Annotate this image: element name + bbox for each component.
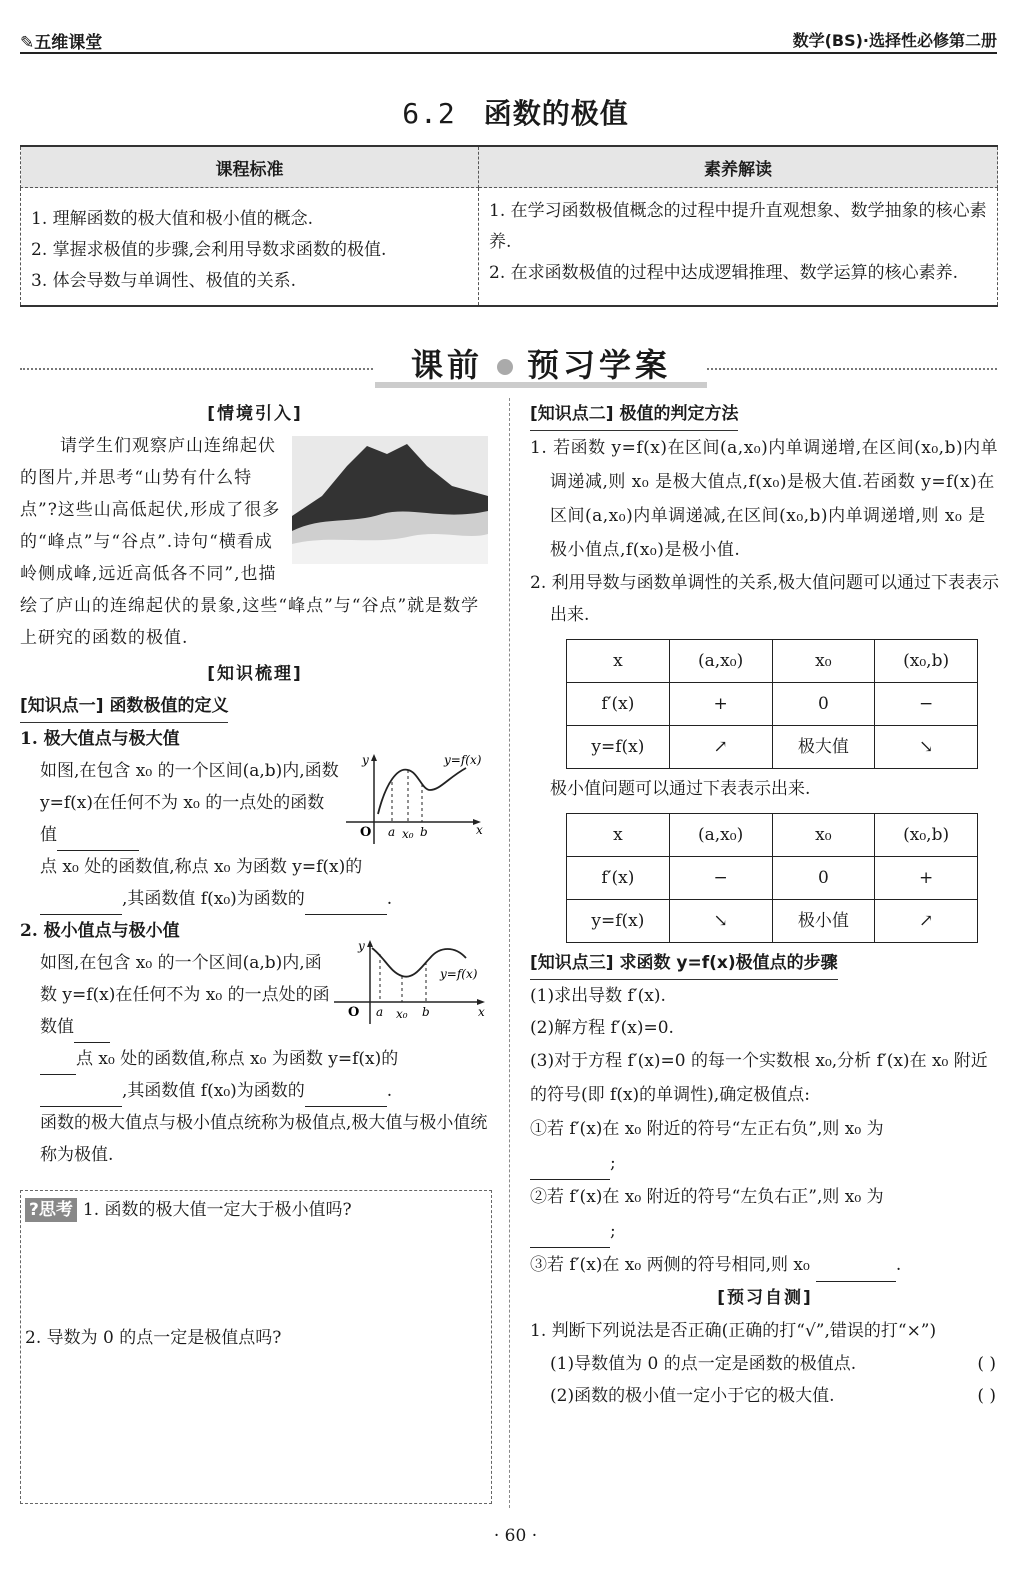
pretest-item-2-text: (2)函数的极小值一定小于它的极大值. — [550, 1386, 835, 1406]
max-sign-table — [566, 639, 978, 769]
answer-paren[interactable]: ( ) — [977, 1354, 996, 1374]
table-cell: x₀ — [772, 814, 875, 857]
standards-head-left: 课程标准 — [21, 146, 479, 188]
table-cell: f′(x) — [567, 683, 670, 726]
case-1-text: ①若 f′(x)在 x₀ 附近的符号“左正右负”,则 x₀ 为 — [530, 1119, 884, 1139]
func-label: y=f(x) — [440, 967, 478, 981]
x0-label: x₀ — [396, 1007, 408, 1021]
table-cell: (x₀,b) — [875, 814, 978, 857]
table-cell: x₀ — [772, 640, 875, 683]
axis-x-label: x — [476, 823, 483, 837]
table-cell: + — [669, 683, 772, 726]
decreasing-arrow-icon: ↘ — [669, 900, 772, 943]
a-label: a — [376, 1005, 384, 1019]
table-cell: + — [875, 857, 978, 900]
standards-table — [20, 145, 998, 307]
blank[interactable] — [816, 1281, 896, 1282]
table-cell: x — [567, 814, 670, 857]
min-sign-table — [566, 813, 978, 943]
book-subject: 数学(BS)·选择性必修第二册 — [792, 31, 997, 50]
banner-right: 预习学案 — [527, 346, 672, 384]
extremum-summary: 函数的极大值点与极小值点统称为极值点,极大值与极小值统称为极值. — [40, 1113, 488, 1165]
page-number: · 60 · — [493, 1526, 538, 1546]
preview-banner — [20, 340, 997, 390]
pen-icon: ✎ — [20, 33, 35, 53]
knowledge-heading: [知识梳理] — [207, 664, 303, 684]
pretest-item-1-text: (1)导数值为 0 的点一定是函数的极值点. — [550, 1354, 857, 1374]
case-3: ③若 f′(x)在 x₀ 两侧的符号相同,则 x₀ . — [530, 1248, 1000, 1282]
a-label: a — [388, 825, 396, 839]
table-cell: 极大值 — [772, 726, 875, 769]
table-cell: (a,x₀) — [669, 640, 772, 683]
max-graph — [336, 752, 486, 848]
case-1: ①若 f′(x)在 x₀ 附近的符号“左正右负”,则 x₀ 为 ; — [530, 1112, 1000, 1180]
situation-heading: [情境引入] — [207, 404, 303, 424]
case-2: ②若 f′(x)在 x₀ 附近的符号“左负右正”,则 x₀ 为 ; — [530, 1180, 1000, 1248]
answer-paren[interactable]: ( ) — [977, 1386, 996, 1406]
blank[interactable] — [305, 914, 387, 915]
banner-left: 课前 — [410, 346, 483, 384]
x0-label: x₀ — [402, 827, 414, 841]
axis-y-label: y — [362, 753, 369, 767]
table-cell: y=f(x) — [567, 900, 670, 943]
min-intro: 极小值问题可以通过下表表示出来. — [550, 779, 811, 799]
kp2-item-2: 2. 利用导数与函数单调性的关系,极大值问题可以通过下表表示出来. — [530, 573, 1000, 625]
table-cell: − — [875, 683, 978, 726]
table-cell: (x₀,b) — [875, 640, 978, 683]
increasing-arrow-icon: ↗ — [875, 900, 978, 943]
standards-right-cell — [479, 188, 998, 307]
case-3-text: ③若 f′(x)在 x₀ 两侧的符号相同,则 x₀ — [530, 1255, 810, 1275]
kp2-item-1: 1. 若函数 y=f(x)在区间(a,x₀)内单调递增,在区间(x₀,b)内单调递减,则 x₀ 是极大值点,f(x₀)是极大值.若函数 y=f(x)在区间(a,x₀)内单调递减,在区间(x₀,b)内单调递增,则 x₀ 是极小值点,f(x₀)是极小值. — [530, 438, 999, 560]
banner-box — [375, 340, 707, 388]
think-q1-row — [21, 1191, 491, 1229]
section-number: 6.2 — [402, 97, 456, 130]
table-cell: y=f(x) — [567, 726, 670, 769]
column-divider — [509, 398, 510, 1508]
max-text-3: ,其函数值 f(x₀)为函数的 — [122, 889, 305, 909]
b-label: b — [420, 825, 428, 839]
pretest-question-1: 1. 判断下列说法是否正确(正确的打“√”,错误的打“×”) — [530, 1321, 937, 1341]
pretest-heading: [预习自测] — [717, 1288, 813, 1308]
min-text-2: 点 x₀ 处的函数值,称点 x₀ 为函数 y=f(x)的 — [76, 1049, 399, 1069]
origin-label: O — [360, 825, 372, 840]
axis-x-label: x — [478, 1005, 485, 1019]
mountain-photo — [292, 436, 488, 564]
think-tag — [25, 1198, 77, 1222]
table-cell: 0 — [772, 683, 875, 726]
func-label: y=f(x) — [444, 753, 482, 767]
axis-y-label: y — [358, 939, 365, 953]
min-text-1: 如图,在包含 x₀ 的一个区间(a,b)内,函数 y=f(x)在任何不为 x₀ 的一点处的函数值 — [40, 953, 330, 1037]
think-box — [20, 1190, 492, 1504]
min-graph — [330, 938, 488, 1028]
case-2-text: ②若 f′(x)在 x₀ 附近的符号“左负右正”,则 x₀ 为 — [530, 1187, 884, 1207]
max-text-cont: 点 x₀ 处的函数值,称点 x₀ 为函数 y=f(x)的 ,其函数值 f(x₀)为函数的 . — [20, 851, 490, 915]
book-logo — [20, 28, 102, 53]
b-label: b — [422, 1005, 430, 1019]
min-title: 2. 极小值点与极小值 — [20, 921, 180, 941]
max-text-1: 如图,在包含 x₀ 的一个区间(a,b)内,函数 y=f(x)在任何不为 x₀ 的一点处的函数值 — [40, 761, 339, 845]
standard-item: 2. 掌握求极值的步骤,会利用导数求函数的极值. — [31, 240, 387, 260]
bullet-icon — [497, 359, 513, 375]
think-question-2: 2. 导数为 0 的点一定是极值点吗? — [25, 1328, 282, 1348]
step-1: (1)求出导数 f′(x). — [530, 986, 666, 1006]
table-cell: x — [567, 640, 670, 683]
table-cell: 极小值 — [772, 900, 875, 943]
increasing-arrow-icon: ↗ — [669, 726, 772, 769]
decreasing-arrow-icon: ↘ — [875, 726, 978, 769]
table-cell: (a,x₀) — [669, 814, 772, 857]
pretest-item-2 — [530, 1380, 1000, 1412]
standards-left-cell — [21, 188, 479, 307]
section-name: 函数的极值 — [483, 97, 629, 130]
table-cell: − — [669, 857, 772, 900]
knowledge-point-3: [知识点三] 求函数 y=f(x)极值点的步骤 — [530, 947, 838, 980]
book-series-title: 五维课堂 — [34, 33, 103, 53]
standards-head-right: 素养解读 — [479, 146, 998, 188]
knowledge-point-2: [知识点二] 极值的判定方法 — [530, 398, 738, 431]
right-column — [530, 398, 1000, 1412]
origin-label: O — [348, 1005, 360, 1020]
blank[interactable] — [40, 1074, 76, 1075]
pretest-item-1 — [530, 1348, 1000, 1380]
table-cell: f′(x) — [567, 857, 670, 900]
min-text-cont: 点 x₀ 处的函数值,称点 x₀ 为函数 y=f(x)的 ,其函数值 f(x₀)为函数的 . — [20, 1043, 490, 1107]
think-question-1: 1. 函数的极大值一定大于极小值吗? — [82, 1200, 352, 1220]
standard-item: 1. 理解函数的极大值和极小值的概念. — [31, 209, 314, 229]
table-cell: 0 — [772, 857, 875, 900]
min-text-3: ,其函数值 f(x₀)为函数的 — [122, 1081, 305, 1101]
step-2: (2)解方程 f′(x)=0. — [530, 1018, 674, 1038]
question-icon: ? — [29, 1200, 39, 1220]
max-title: 1. 极大值点与极大值 — [20, 729, 180, 749]
step-3: (3)对于方程 f′(x)=0 的每一个实数根 x₀,分析 f′(x)在 x₀ 附近的符号(即 f(x)的单调性),确定极值点: — [530, 1051, 988, 1105]
section-title — [0, 92, 1031, 132]
standard-item: 3. 体会导数与单调性、极值的关系. — [31, 271, 297, 291]
literacy-item: 1. 在学习函数极值概念的过程中提升直观想象、数学抽象的核心素养. — [489, 201, 987, 252]
situation-paragraph: 请学生们观察庐山连绵起伏的图片,并思考“山势有什么特点”?这些山高低起伏,形成了很多的“峰点”与“谷点”.诗句“横看成岭侧成峰,远近高低各不同”,也描绘了庐山的连绵起伏的景象,这些“峰点”与“谷点”就是数学上研究的函数的极值. — [20, 436, 480, 648]
literacy-item: 2. 在求函数极值的过程中达成逻辑推理、数学运算的核心素养. — [489, 263, 959, 283]
think-tag-label: 思考 — [38, 1200, 73, 1220]
knowledge-point-1: [知识点一] 函数极值的定义 — [20, 690, 228, 723]
max-text-2: 点 x₀ 处的函数值,称点 x₀ 为函数 y=f(x)的 — [40, 857, 363, 877]
header-divider — [20, 52, 997, 54]
